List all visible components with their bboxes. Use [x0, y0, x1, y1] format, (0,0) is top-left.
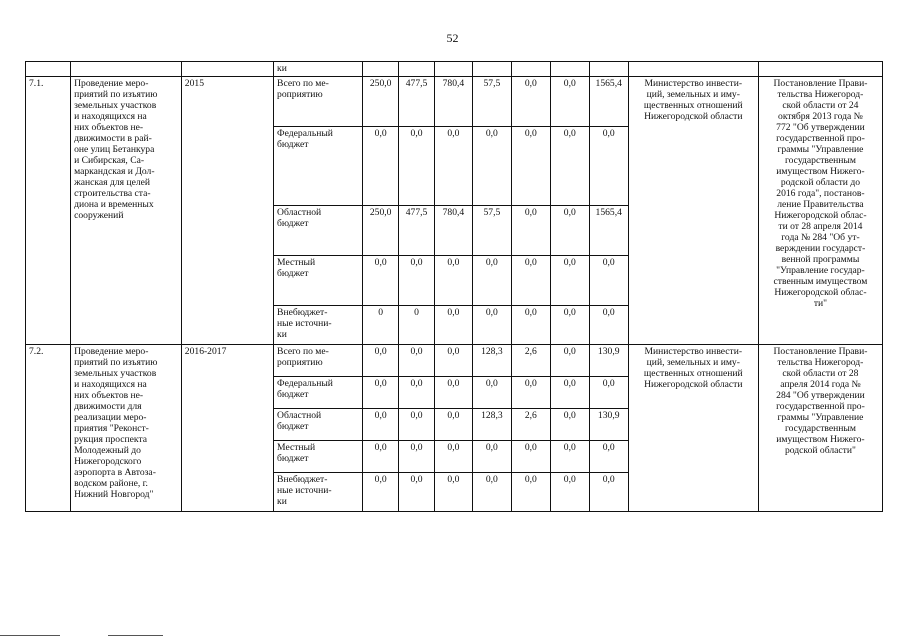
legal-basis-line: ской области от 24 — [782, 100, 859, 111]
executor-line: Министерство инвести- — [644, 78, 743, 89]
value-cell: 0,0 — [363, 127, 399, 206]
value-cell: 0,0 — [550, 441, 589, 473]
value-cell: 0,0 — [434, 377, 472, 409]
funding-source — [274, 473, 363, 512]
value-cell: 0,0 — [511, 377, 550, 409]
value-cell: 0,0 — [399, 409, 435, 441]
funding-source-line: Федеральный — [277, 128, 333, 139]
item-title-line: Молодежный до — [74, 445, 141, 456]
item-title-line: них объектов не- — [74, 390, 144, 401]
cell-empty — [363, 62, 399, 77]
continuation-row — [26, 62, 883, 77]
item-title-line: рукция проспекта — [74, 434, 148, 445]
funding-source-line: ки — [277, 329, 287, 340]
funding-source-line: ные источни- — [277, 485, 332, 496]
value-cell: 0,0 — [550, 206, 589, 256]
value-cell: 780,4 — [434, 77, 472, 127]
item-title-line: Нижегородского — [74, 456, 142, 467]
executor-line: ций, земельных и иму- — [646, 357, 740, 368]
legal-basis-line: родской области до — [780, 177, 860, 188]
legal-basis-line: граммы "Управление — [777, 412, 864, 423]
executor-line: ций, земельных и иму- — [646, 89, 740, 100]
value-cell: 477,5 — [399, 206, 435, 256]
legal-basis-line: тельства Нижегород- — [777, 89, 864, 100]
legal-basis-line: тельства Нижегород- — [777, 357, 864, 368]
legal-basis-line: государственной про- — [776, 401, 865, 412]
item-title-line: Проведение меро- — [74, 346, 149, 357]
item-title-line: приятия "Реконст- — [74, 423, 149, 434]
cell-empty — [71, 62, 182, 77]
item-title-line: Проведение меро- — [74, 78, 149, 89]
legal-basis-line: государственной про- — [776, 133, 865, 144]
value-cell: 0,0 — [511, 473, 550, 512]
value-cell: 0,0 — [589, 473, 628, 512]
value-cell: 130,9 — [589, 345, 628, 377]
value-cell: 0,0 — [511, 77, 550, 127]
table-row — [26, 345, 883, 377]
item-title-line: сооружений — [74, 210, 124, 221]
item-title-line: строительства ста- — [74, 188, 151, 199]
cell-empty — [399, 62, 435, 77]
value-cell: 0,0 — [363, 345, 399, 377]
value-cell: 130,9 — [589, 409, 628, 441]
item-period: 2015 — [181, 77, 273, 345]
value-cell: 0,0 — [511, 306, 550, 345]
value-cell: 0,0 — [399, 377, 435, 409]
legal-basis — [758, 345, 882, 512]
item-title-line: реализации меро- — [74, 412, 147, 423]
cell-empty — [26, 62, 71, 77]
item-title-line: оне улиц Бетанкура — [74, 144, 155, 155]
cell-empty — [181, 62, 273, 77]
funding-source-line: бюджет — [277, 389, 309, 400]
cell-empty — [628, 62, 758, 77]
funding-source — [274, 256, 363, 306]
value-cell: 0,0 — [550, 256, 589, 306]
value-cell: 2,6 — [511, 345, 550, 377]
value-cell: 0,0 — [589, 306, 628, 345]
item-title-line: и Сибирская, Са- — [74, 155, 145, 166]
legal-basis-line: апреля 2014 года № — [780, 379, 861, 390]
funding-source-line: Местный — [277, 442, 316, 453]
funding-source — [274, 206, 363, 256]
legal-basis-line: имуществом Нижего- — [776, 166, 865, 177]
legal-basis-line: родской области" — [784, 445, 856, 456]
funding-source-line: бюджет — [277, 139, 309, 150]
cell-empty — [589, 62, 628, 77]
value-cell: 128,3 — [472, 409, 511, 441]
item-title-line: диона и временных — [74, 199, 154, 210]
legal-basis-line: ской области от 28 — [782, 368, 859, 379]
value-cell: 250,0 — [363, 77, 399, 127]
funding-source — [274, 306, 363, 345]
executor-line: Нижегородской области — [644, 379, 743, 390]
value-cell: 128,3 — [472, 345, 511, 377]
value-cell: 0,0 — [472, 473, 511, 512]
value-cell: 0,0 — [589, 256, 628, 306]
legal-basis-line: года № 284 "Об ут- — [781, 232, 860, 243]
funding-source-line: Всего по ме- — [277, 78, 329, 89]
executor-line: щественных отношений — [643, 100, 743, 111]
value-cell: 0,0 — [472, 377, 511, 409]
value-cell: 0,0 — [363, 473, 399, 512]
item-title-line: и находящихся на — [74, 111, 147, 122]
value-cell: 0,0 — [399, 441, 435, 473]
item-title — [71, 345, 182, 512]
legal-basis-line: государственным — [784, 155, 856, 166]
funding-source — [274, 441, 363, 473]
value-cell: 0,0 — [363, 256, 399, 306]
value-cell: 250,0 — [363, 206, 399, 256]
item-title-line: приятий по изъятию — [74, 89, 158, 100]
value-cell: 0,0 — [434, 127, 472, 206]
legal-basis-line: 772 "Об утверждении — [776, 122, 865, 133]
funding-source-line: Внебюджет- — [277, 474, 328, 485]
executor — [628, 345, 758, 512]
value-cell: 0,0 — [589, 127, 628, 206]
value-cell: 0,0 — [399, 256, 435, 306]
item-number: 7.1. — [26, 77, 71, 345]
value-cell: 0,0 — [589, 377, 628, 409]
funding-source — [274, 377, 363, 409]
funding-source-line: бюджет — [277, 268, 309, 279]
value-cell: 1565,4 — [589, 206, 628, 256]
legal-basis-line: Постановление Прави- — [773, 346, 868, 357]
cell-empty — [758, 62, 882, 77]
value-cell: 57,5 — [472, 206, 511, 256]
continuation-source: ки — [274, 62, 363, 77]
legal-basis-line: Нижегородской облас- — [774, 287, 867, 298]
value-cell: 0,0 — [363, 441, 399, 473]
cell-empty — [550, 62, 589, 77]
value-cell: 0,0 — [434, 473, 472, 512]
executor-line: Министерство инвести- — [644, 346, 743, 357]
funding-source-line: Областной — [277, 207, 322, 218]
funding-source-line: ки — [277, 496, 287, 507]
item-title-line: земельных участков — [74, 368, 157, 379]
legal-basis-line: Постановление Прави- — [773, 78, 868, 89]
page-number: 52 — [446, 31, 459, 45]
item-title-line: земельных участков — [74, 100, 157, 111]
legal-basis-line: 284 "Об утверждении — [776, 390, 865, 401]
funding-source-line: ные источни- — [277, 318, 332, 329]
legal-basis-line: государственным — [784, 423, 856, 434]
value-cell: 477,5 — [399, 77, 435, 127]
legal-basis-line: ление Правительства — [777, 199, 864, 210]
funding-source-line: бюджет — [277, 421, 309, 432]
funding-source-line: Внебюджет- — [277, 307, 328, 318]
value-cell: 0,0 — [434, 345, 472, 377]
value-cell: 0,0 — [511, 206, 550, 256]
item-title — [71, 77, 182, 345]
funding-source-line: бюджет — [277, 218, 309, 229]
legal-basis-line: имуществом Нижего- — [776, 434, 865, 445]
item-period: 2016-2017 — [181, 345, 273, 512]
value-cell: 2,6 — [511, 409, 550, 441]
value-cell: 0,0 — [363, 409, 399, 441]
cell-empty — [511, 62, 550, 77]
item-title-line: жанская для целей — [74, 177, 151, 188]
value-cell: 0,0 — [399, 345, 435, 377]
executor-line: Нижегородской области — [644, 111, 743, 122]
legal-basis-line: ственным имуществом — [773, 276, 868, 287]
cell-empty — [472, 62, 511, 77]
funding-source-line: Местный — [277, 257, 316, 268]
funding-source-line: Всего по ме- — [277, 346, 329, 357]
legal-basis-line: Нижегородской облас- — [774, 210, 867, 221]
legal-basis — [758, 77, 882, 345]
value-cell: 0,0 — [550, 306, 589, 345]
cell-empty — [434, 62, 472, 77]
legal-basis-line: ти от 28 апреля 2014 — [778, 221, 863, 232]
legal-basis-line: ти" — [813, 298, 828, 309]
footer-scan-lines — [0, 634, 905, 640]
item-title-line: водском районе, г. — [74, 478, 148, 489]
value-cell: 0,0 — [550, 377, 589, 409]
legal-basis-line: венной программы — [781, 254, 860, 265]
value-cell: 0,0 — [472, 441, 511, 473]
funding-source — [274, 345, 363, 377]
item-title-line: движимости для — [74, 401, 142, 412]
value-cell: 0,0 — [434, 256, 472, 306]
value-cell: 0,0 — [472, 127, 511, 206]
item-number: 7.2. — [26, 345, 71, 512]
executor-line: щественных отношений — [643, 368, 743, 379]
item-title-line: аэропорта в Автоза- — [74, 467, 156, 478]
item-title-line: них объектов не- — [74, 122, 144, 133]
value-cell: 0,0 — [550, 345, 589, 377]
value-cell: 57,5 — [472, 77, 511, 127]
item-title-line: маркандская и Дол- — [74, 166, 155, 177]
value-cell: 0,0 — [511, 256, 550, 306]
legal-basis-line: граммы "Управление — [777, 144, 864, 155]
value-cell: 1565,4 — [589, 77, 628, 127]
funding-source-line: роприятию — [277, 89, 323, 100]
funding-source — [274, 127, 363, 206]
value-cell: 0,0 — [550, 409, 589, 441]
funding-source-line: роприятию — [277, 357, 323, 368]
value-cell: 780,4 — [434, 206, 472, 256]
value-cell: 0,0 — [472, 306, 511, 345]
value-cell: 0,0 — [589, 441, 628, 473]
table-row — [26, 77, 883, 127]
value-cell: 0 — [363, 306, 399, 345]
value-cell: 0,0 — [434, 306, 472, 345]
legal-basis-line: "Управление государ- — [776, 265, 865, 276]
value-cell: 0,0 — [472, 256, 511, 306]
value-cell: 0,0 — [434, 441, 472, 473]
value-cell: 0,0 — [399, 473, 435, 512]
item-title-line: и находящихся на — [74, 379, 147, 390]
value-cell: 0,0 — [550, 127, 589, 206]
value-cell: 0,0 — [511, 127, 550, 206]
legal-basis-line: октября 2013 года № — [778, 111, 863, 122]
funding-source-line: бюджет — [277, 453, 309, 464]
budget-table — [25, 61, 883, 512]
value-cell: 0,0 — [363, 377, 399, 409]
value-cell: 0,0 — [434, 409, 472, 441]
funding-source-line: Областной — [277, 410, 322, 421]
legal-basis-line: верждении государст- — [775, 243, 866, 254]
funding-source-line: Федеральный — [277, 378, 333, 389]
value-cell: 0,0 — [399, 127, 435, 206]
value-cell: 0,0 — [550, 77, 589, 127]
item-title-line: приятий по изъятию — [74, 357, 158, 368]
item-title-line: движимости в рай- — [74, 133, 152, 144]
value-cell: 0,0 — [511, 441, 550, 473]
executor — [628, 77, 758, 345]
value-cell: 0,0 — [550, 473, 589, 512]
value-cell: 0 — [399, 306, 435, 345]
funding-source — [274, 409, 363, 441]
item-title-line: Нижний Новгород" — [74, 489, 154, 500]
funding-source — [274, 77, 363, 127]
legal-basis-line: 2016 года", постанов- — [776, 188, 865, 199]
